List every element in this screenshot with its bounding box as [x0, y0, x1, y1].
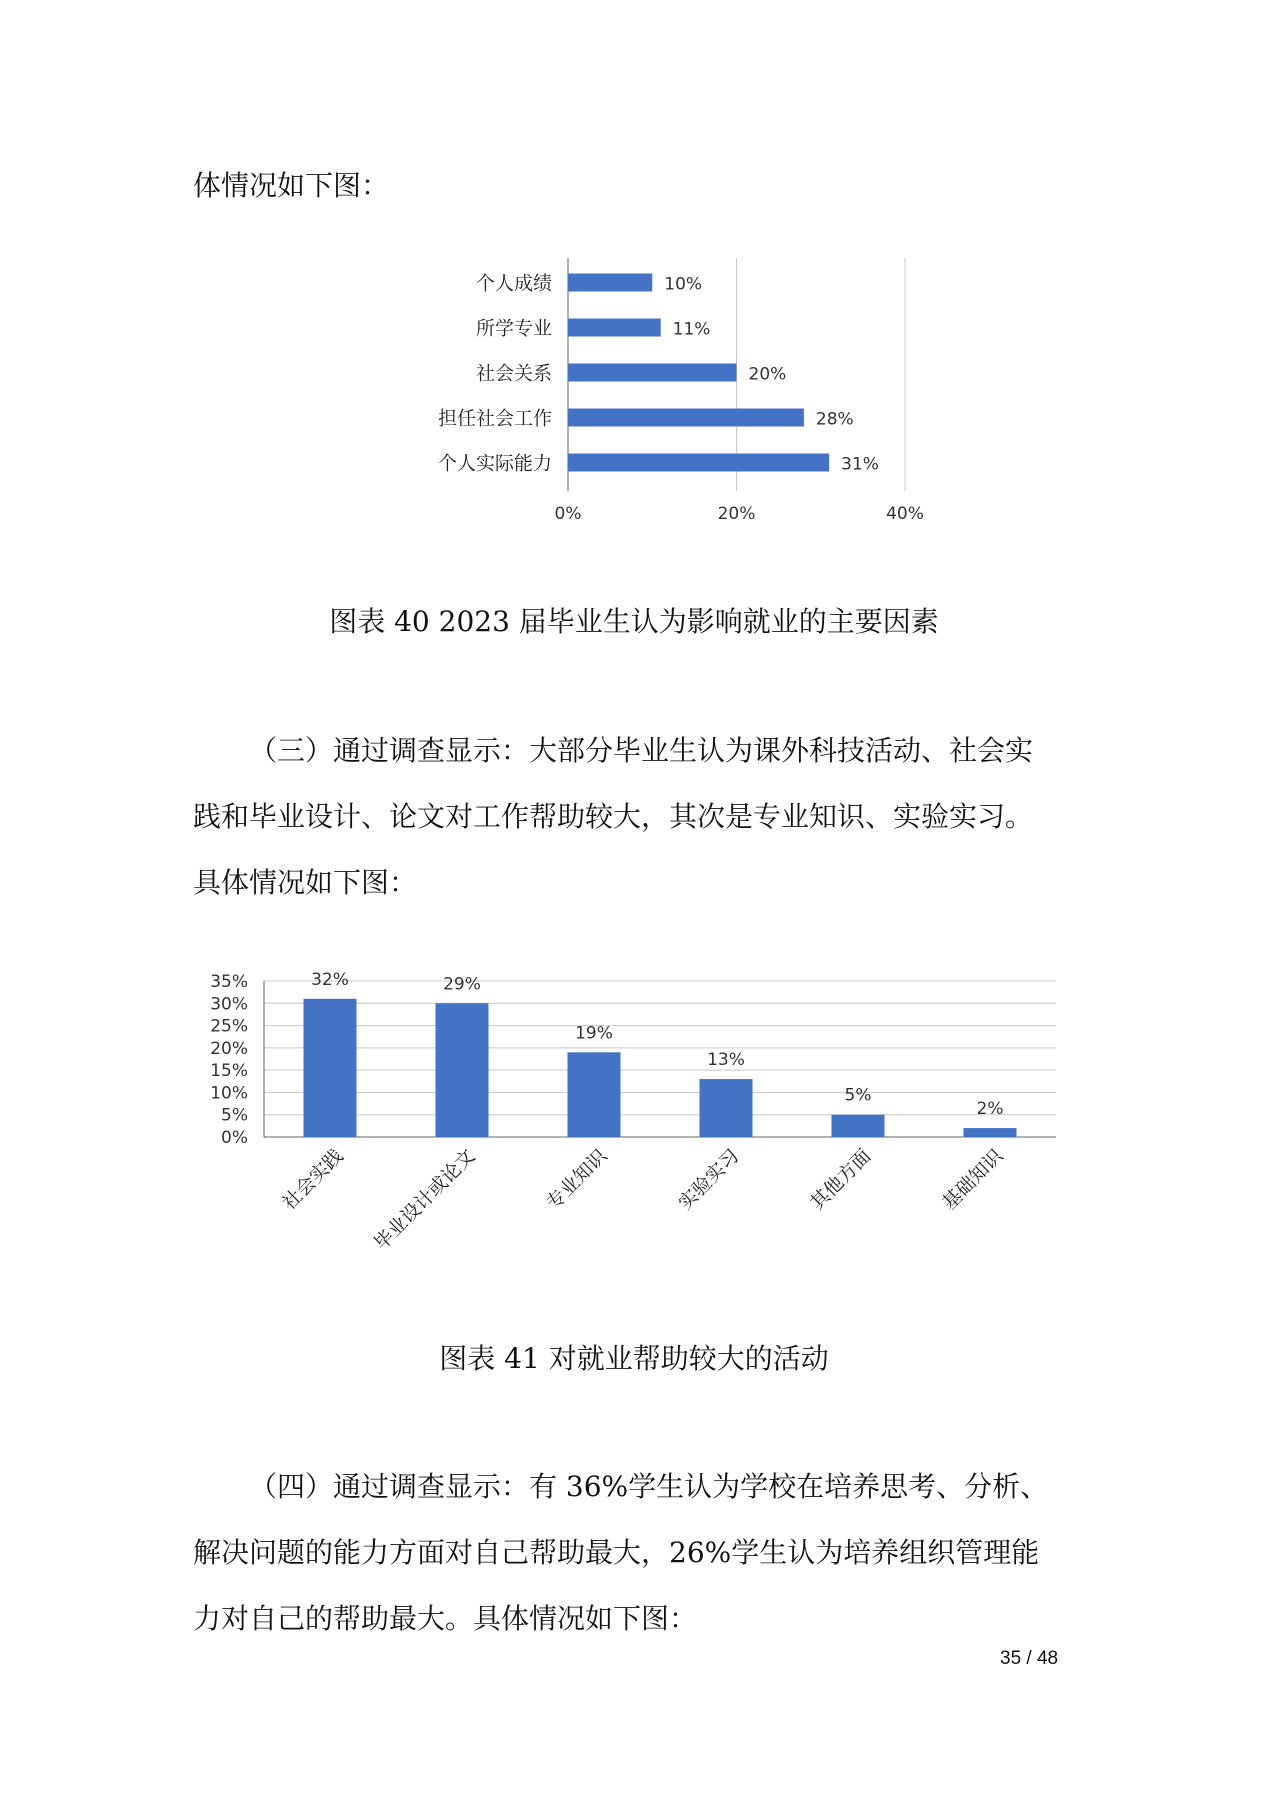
- data-label: 28%: [815, 409, 854, 430]
- tick-label: 10%: [210, 1083, 248, 1104]
- tick-label: 15%: [210, 1061, 248, 1082]
- tick-label: 30%: [210, 994, 248, 1015]
- tick-label: 20%: [210, 1038, 248, 1059]
- paragraph-4-line-2: 解决问题的能力方面对自己帮助最大，26%学生认为培养组织管理能: [193, 1536, 1040, 1569]
- figure-caption-40: 图表 40 2023 届毕业生认为影响就业的主要因素: [329, 605, 939, 638]
- bar: [568, 319, 661, 337]
- data-label: 32%: [311, 969, 349, 990]
- tick-label: 5%: [221, 1105, 248, 1126]
- paragraph-3-line-2: 践和毕业设计、论文对工作帮助较大，其次是专业知识、实验实习。: [193, 800, 1034, 833]
- category-label: 实验实习: [674, 1144, 744, 1215]
- data-label: 2%: [976, 1099, 1004, 1120]
- category-label: 社会实践: [278, 1144, 348, 1215]
- category-label: 所学专业: [475, 317, 552, 340]
- category-label: 其他方面: [806, 1144, 876, 1215]
- data-label: 19%: [575, 1023, 613, 1044]
- bar: [568, 364, 737, 382]
- category-label: 毕业设计或论文: [369, 1144, 480, 1255]
- paragraph-4-line-3: 力对自己的帮助最大。具体情况如下图：: [193, 1602, 698, 1635]
- data-label: 11%: [672, 319, 711, 340]
- bar: [568, 274, 652, 292]
- category-label: 社会关系: [475, 362, 552, 385]
- category-label: 个人实际能力: [437, 452, 552, 475]
- paragraph-3-line-1: （三）通过调查显示：大部分毕业生认为课外科技活动、社会实: [249, 734, 1034, 767]
- data-label: 10%: [664, 274, 703, 295]
- data-label: 29%: [443, 974, 481, 995]
- data-label: 20%: [748, 364, 787, 385]
- tick-label: 0%: [221, 1128, 248, 1148]
- intro-line: 体情况如下图：: [193, 169, 390, 202]
- bar: [304, 999, 357, 1137]
- data-label: 31%: [841, 454, 879, 475]
- bar: [832, 1115, 885, 1137]
- data-label: 13%: [707, 1050, 745, 1071]
- category-label: 个人成绩: [475, 272, 552, 295]
- category-label: 基础知识: [938, 1144, 1008, 1215]
- tick-label: 25%: [210, 1016, 248, 1037]
- tick-label: 20%: [717, 504, 756, 524]
- tick-label: 40%: [886, 504, 924, 524]
- figure-caption-41: 图表 41 对就业帮助较大的活动: [439, 1342, 829, 1375]
- bar: [964, 1128, 1017, 1137]
- tick-label: 35%: [210, 972, 248, 992]
- bar: [436, 1003, 489, 1137]
- bar: [568, 454, 829, 472]
- data-label: 5%: [844, 1085, 872, 1106]
- tick-label: 0%: [554, 504, 582, 524]
- bar: [700, 1079, 753, 1137]
- category-label: 担任社会工作: [437, 407, 552, 430]
- chart-employment-factors: [400, 250, 960, 540]
- paragraph-4-line-1: （四）通过调查显示：有 36%学生认为学校在培养思考、分析、: [249, 1470, 1049, 1503]
- bar: [568, 1052, 621, 1137]
- category-label: 专业知识: [542, 1144, 612, 1215]
- paragraph-3-line-3: 具体情况如下图：: [193, 866, 418, 899]
- chart-helpful-activities: [200, 950, 1080, 1270]
- page-number: 35 / 48: [1000, 1648, 1059, 1669]
- bar: [568, 409, 804, 427]
